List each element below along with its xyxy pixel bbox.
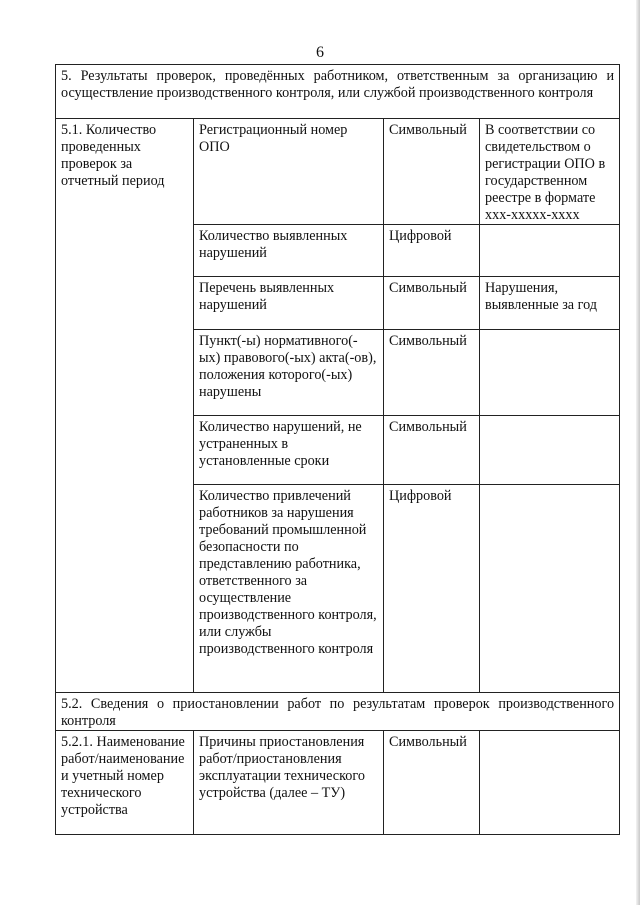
- subsection-5-2-1-label: 5.2.1. Наименование работ/наименование и учетный номер технического устройства: [56, 731, 194, 835]
- field-type-cell: Символьный: [384, 119, 480, 225]
- section-5-header: 5. Результаты проверок, проведённых работником, ответственным за организацию и осуществление производственного контроля, или службой производственного контроля: [56, 65, 620, 119]
- field-note-cell: [480, 731, 620, 835]
- field-type-cell: Символьный: [384, 330, 480, 416]
- table-row: [56, 119, 620, 225]
- section-5-2-header: 5.2. Сведения о приостановлении работ по результатам проверок производственного контроля: [56, 693, 620, 731]
- field-note-cell: В соответствии со свидетельством о регистрации ОПО в государственном реестре в формате ххх-ххххх-хххх: [480, 119, 620, 225]
- form-table: [55, 64, 620, 835]
- table-row: [56, 731, 620, 835]
- field-name-cell: Количество выявленных нарушений: [194, 225, 384, 277]
- field-name-cell: Регистрационный номер ОПО: [194, 119, 384, 225]
- field-name-cell: Количество нарушений, не устраненных в установленные сроки: [194, 416, 384, 485]
- field-name-cell: Пункт(-ы) нормативного(-ых) правового(-ых) акта(-ов), положения которого(-ых) нарушены: [194, 330, 384, 416]
- field-type-cell: Цифровой: [384, 225, 480, 277]
- section-5-2-header-row: [56, 693, 620, 731]
- field-type-cell: Символьный: [384, 731, 480, 835]
- field-note-cell: [480, 485, 620, 693]
- section-5-header-row: [56, 65, 620, 119]
- field-type-cell: Цифровой: [384, 485, 480, 693]
- page-edge-shadow: [636, 0, 640, 905]
- field-name-cell: Количество привлечений работников за нарушения требований промышленной безопасности по представлению работника, ответственного за осуществление производственного контроля, или службы производственного контроля: [194, 485, 384, 693]
- subsection-5-1-label: 5.1. Количество проведенных проверок за отчетный период: [56, 119, 194, 693]
- field-note-cell: [480, 330, 620, 416]
- field-name-cell: Причины приостановления работ/приостановления эксплуатации технического устройства (далее – ТУ): [194, 731, 384, 835]
- page-number: 6: [316, 44, 324, 61]
- field-note-cell: [480, 225, 620, 277]
- field-type-cell: Символьный: [384, 277, 480, 330]
- field-note-cell: [480, 416, 620, 485]
- field-note-cell: Нарушения, выявленные за год: [480, 277, 620, 330]
- field-name-cell: Перечень выявленных нарушений: [194, 277, 384, 330]
- field-type-cell: Символьный: [384, 416, 480, 485]
